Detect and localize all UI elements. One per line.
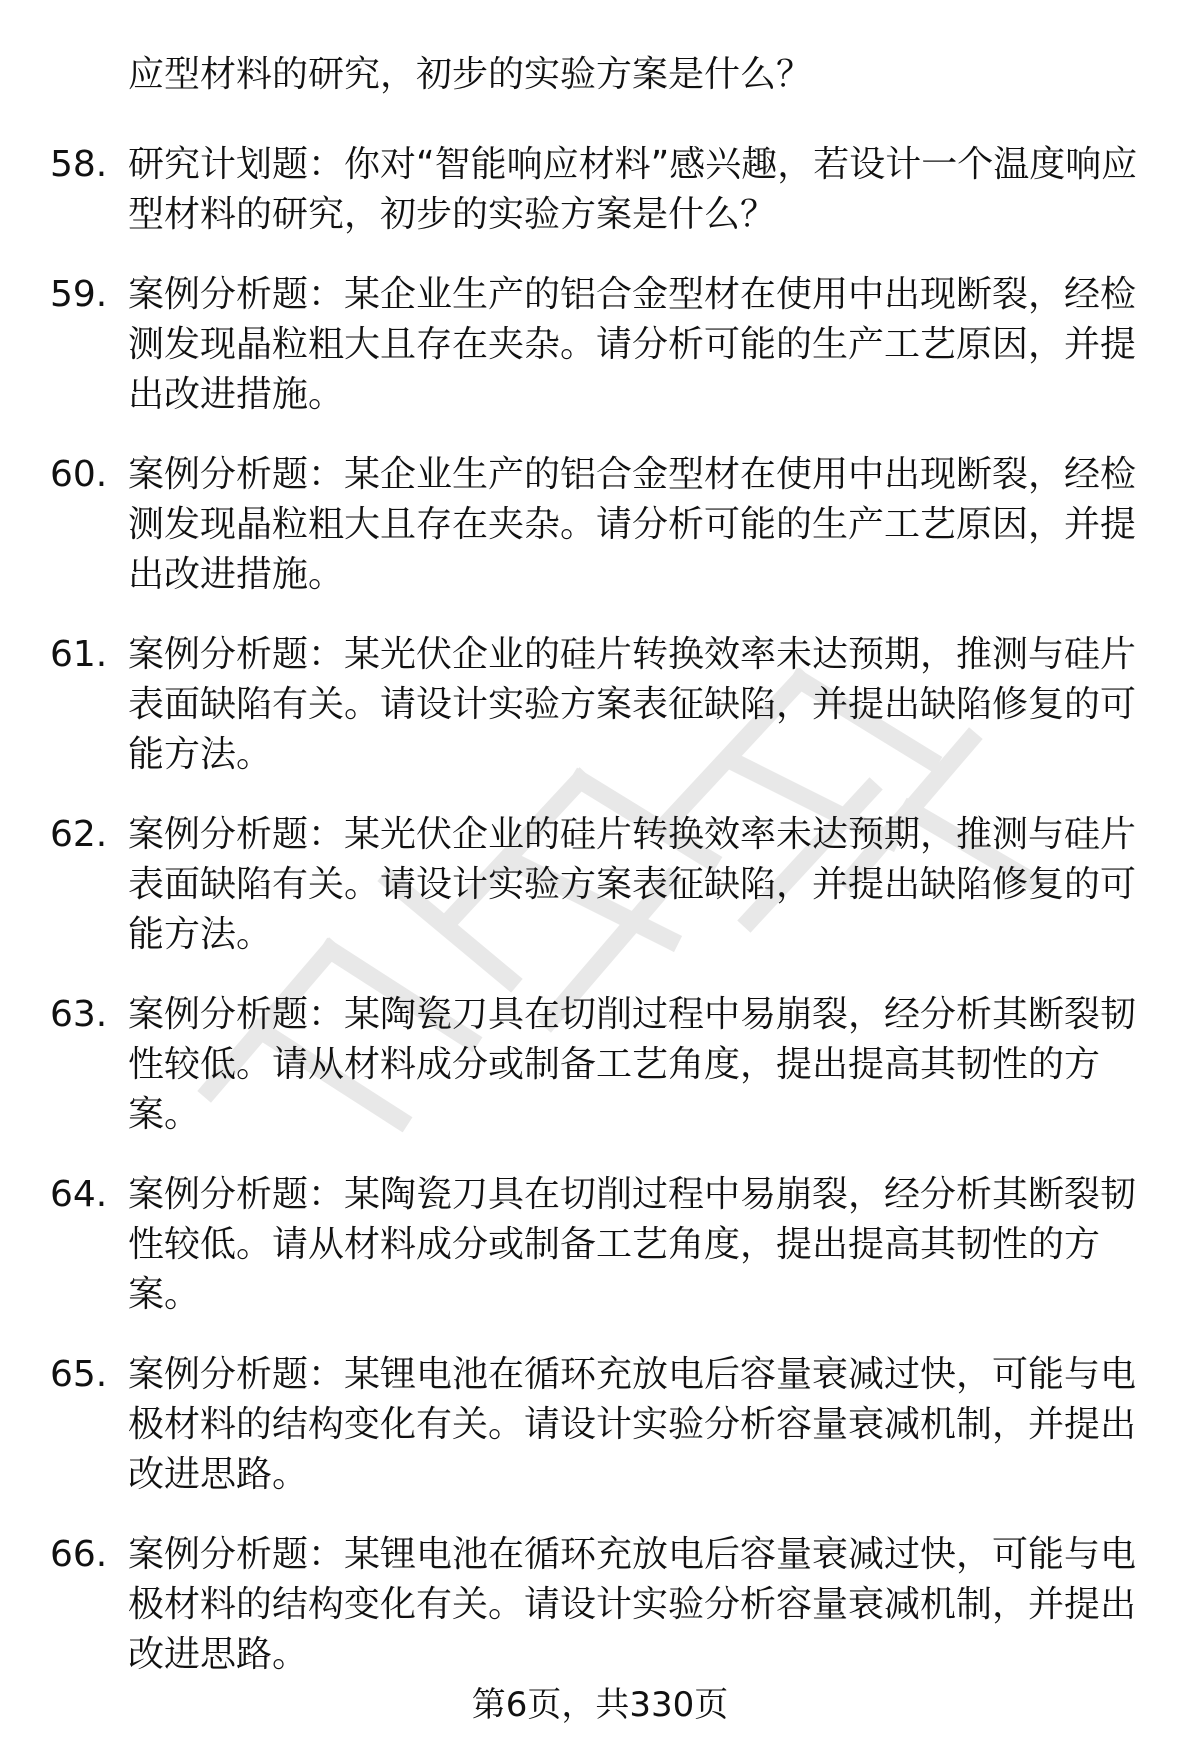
continuation-text: 应型材料的研究，初步的实验方案是什么？	[128, 54, 813, 95]
question-text: 案例分析题：某企业生产的铝合金型材在使用中出现断裂，经检测发现晶粒粗大且存在夹杂。请分析可能的生产工艺原因，并提出改进措施。	[128, 274, 1137, 415]
question-item	[50, 1170, 1140, 1320]
question-item	[50, 270, 1140, 420]
question-number: 62.	[50, 814, 108, 855]
question-number: 63.	[50, 994, 108, 1035]
question-list	[50, 140, 1140, 1710]
question-text: 案例分析题：某陶瓷刀具在切削过程中易崩裂，经分析其断裂韧性较低。请从材料成分或制备工艺角度，提出提高其韧性的方案。	[128, 994, 1137, 1135]
question-text: 案例分析题：某企业生产的铝合金型材在使用中出现断裂，经检测发现晶粒粗大且存在夹杂。请分析可能的生产工艺原因，并提出改进措施。	[128, 454, 1137, 595]
question-text: 案例分析题：某光伏企业的硅片转换效率未达预期，推测与硅片表面缺陷有关。请设计实验方案表征缺陷，并提出缺陷修复的可能方法。	[128, 634, 1137, 775]
question-text: 案例分析题：某光伏企业的硅片转换效率未达预期，推测与硅片表面缺陷有关。请设计实验方案表征缺陷，并提出缺陷修复的可能方法。	[128, 814, 1137, 955]
question-item	[50, 1350, 1140, 1500]
question-number: 66.	[50, 1534, 108, 1575]
question-item	[50, 990, 1140, 1140]
question-number: 64.	[50, 1174, 108, 1215]
question-text: 研究计划题：你对“智能响应材料”感兴趣，若设计一个温度响应型材料的研究，初步的实验方案是什么？	[128, 144, 1138, 235]
question-text: 案例分析题：某锂电池在循环充放电后容量衰减过快，可能与电极材料的结构变化有关。请设计实验分析容量衰减机制，并提出改进思路。	[128, 1354, 1137, 1495]
question-text: 案例分析题：某陶瓷刀具在切削过程中易崩裂，经分析其断裂韧性较低。请从材料成分或制备工艺角度，提出提高其韧性的方案。	[128, 1174, 1137, 1315]
question-number: 58.	[50, 144, 108, 185]
page-footer: 第6页，共330页	[471, 1685, 729, 1725]
question-item	[50, 1530, 1140, 1680]
question-item	[50, 630, 1140, 780]
question-number: 60.	[50, 454, 108, 495]
question-item	[50, 140, 1140, 240]
question-number: 65.	[50, 1354, 108, 1395]
question-number: 61.	[50, 634, 108, 675]
question-item	[50, 450, 1140, 600]
question-text: 案例分析题：某锂电池在循环充放电后容量衰减过快，可能与电极材料的结构变化有关。请设计实验分析容量衰减机制，并提出改进思路。	[128, 1534, 1137, 1675]
question-number: 59.	[50, 274, 108, 315]
question-item	[50, 810, 1140, 960]
